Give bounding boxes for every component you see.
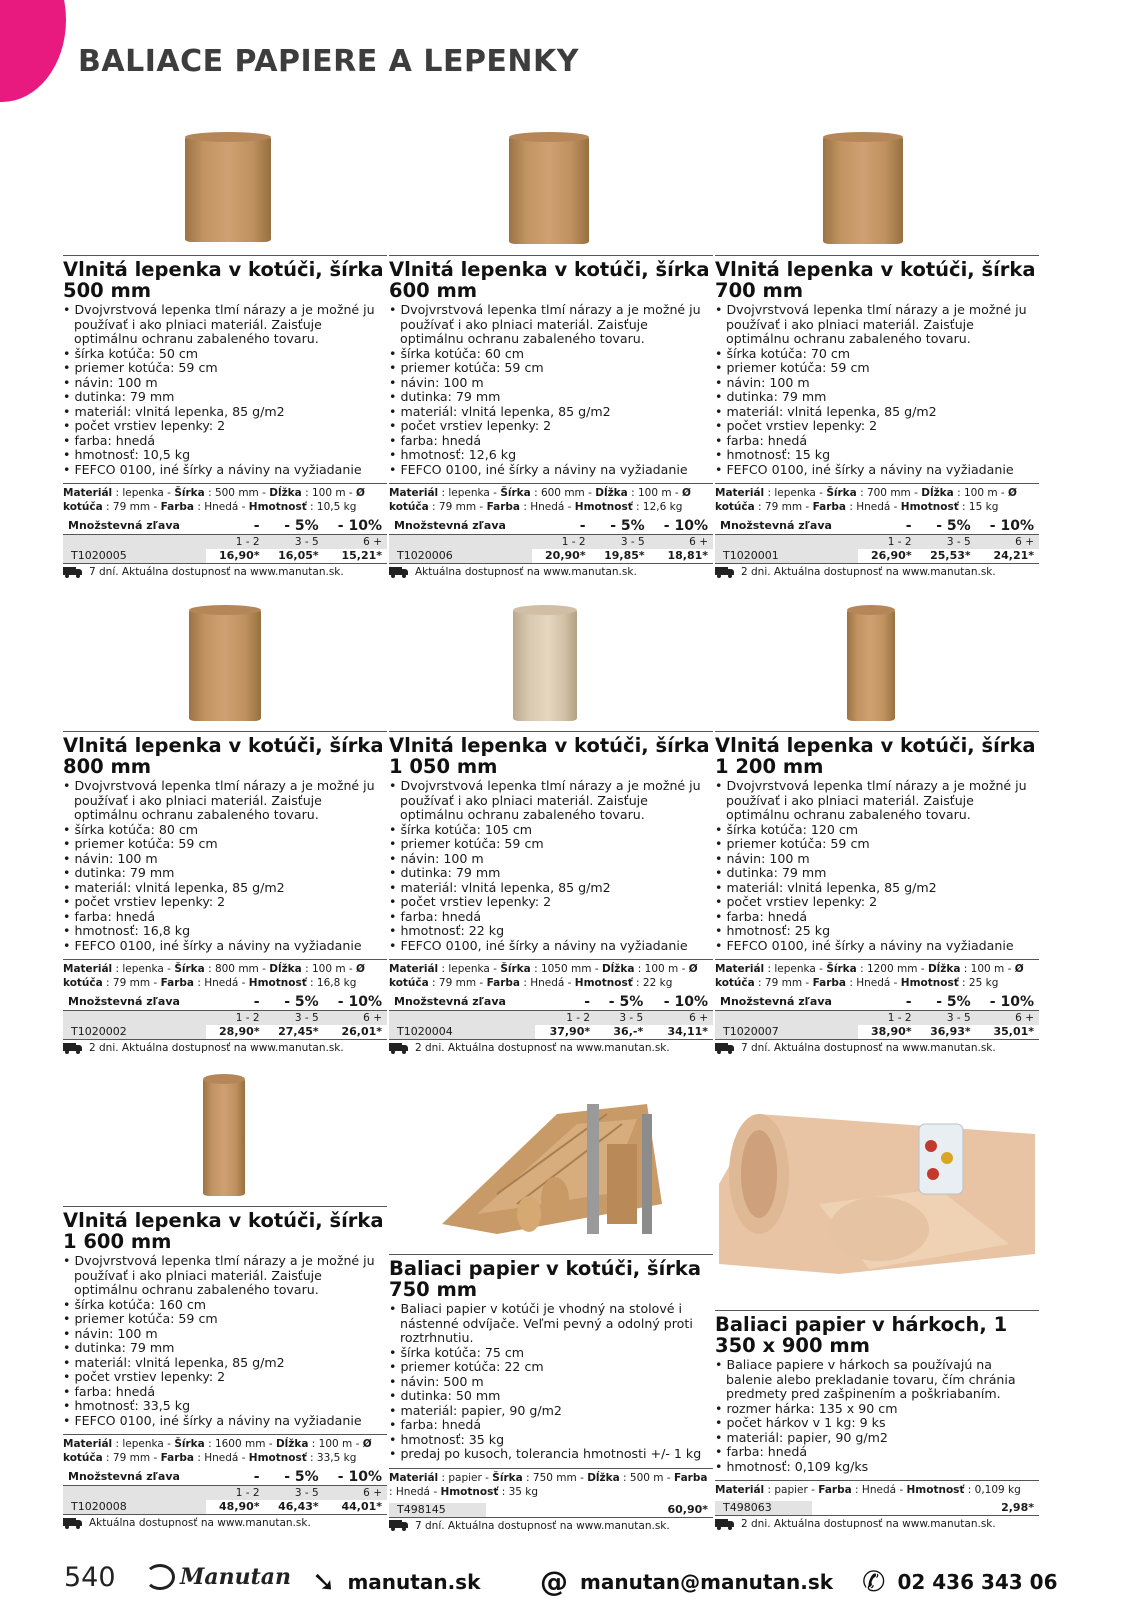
description-bullet: • hmotnosť: 16,8 kg	[63, 924, 387, 939]
truck-icon	[715, 567, 735, 578]
description-bullet: • šírka kotúča: 60 cm	[389, 347, 713, 362]
description-bullet: • počet vrstiev lepenky: 2	[63, 1370, 387, 1385]
description-bullet: • materiál: papier, 90 g/m2	[715, 1431, 1039, 1446]
product-title: Vlnitá lepenka v kotúči, šírka 600 mm	[389, 258, 710, 302]
availability: Aktuálna dostupnosť na www.manutan.sk.	[389, 566, 713, 578]
description-bullet: • materiál: vlnitá lepenka, 85 g/m2	[389, 405, 713, 420]
pink-corner-decoration	[0, 0, 66, 102]
description-bullet: • hmotnosť: 35 kg	[389, 1433, 713, 1448]
cursor-icon: ➘	[312, 1565, 336, 1598]
discount-label: Množstevná zľava	[715, 994, 858, 1011]
product-image	[389, 132, 713, 247]
description-bullet: • materiál: vlnitá lepenka, 85 g/m2	[63, 405, 387, 420]
paper-sheets-photo	[719, 1094, 1035, 1274]
description-bullet: • dutinka: 79 mm	[63, 390, 387, 405]
description-bullet: • hmotnosť: 0,109 kg/ks	[715, 1460, 1039, 1475]
truck-icon	[715, 1519, 735, 1530]
description-bullet: • materiál: vlnitá lepenka, 85 g/m2	[63, 1356, 387, 1371]
product-description	[63, 1254, 387, 1428]
description-bullet: • návin: 100 m	[389, 376, 713, 391]
cardboard-roll-image	[203, 1078, 245, 1196]
description-bullet: • FEFCO 0100, iné šírky a náviny na vyžiadanie	[63, 1414, 387, 1429]
price-1-2: 48,90*	[206, 1500, 265, 1515]
description-bullet: • počet vrstiev lepenky: 2	[63, 895, 387, 910]
description-bullet: • materiál: vlnitá lepenka, 85 g/m2	[389, 881, 713, 896]
price-1-2: 28,90*	[206, 1025, 265, 1040]
product-code[interactable]: T1020008	[63, 1500, 206, 1515]
description-bullet: • dutinka: 79 mm	[63, 866, 387, 881]
price: 2,98*	[812, 1501, 1039, 1516]
product-spec: Materiál : lepenka - Šírka : 800 mm - Dĺžka : 100 m - Ø kotúča : 79 mm - Farba : Hnedá - Hmotnosť : 16,8 kg	[63, 959, 387, 990]
description-bullet: • FEFCO 0100, iné šírky a náviny na vyžiadanie	[63, 463, 387, 478]
cardboard-roll-image	[509, 136, 589, 244]
price-table: Množstevná zľava - - 5% - 10% 1 - 2 3 - 5 6 + T1020008 48,90* 46,43* 44,01*	[63, 1469, 387, 1515]
product-card	[389, 132, 713, 578]
description-bullet: • FEFCO 0100, iné šírky a náviny na vyžiadanie	[389, 463, 713, 478]
paper-rolls-photo	[437, 1074, 667, 1240]
product-description	[715, 779, 1039, 953]
product-title: Vlnitá lepenka v kotúči, šírka 800 mm	[63, 734, 384, 778]
price-3-5: 27,45*	[265, 1025, 324, 1040]
description-bullet: • návin: 500 m	[389, 1375, 713, 1390]
description-bullet: • návin: 100 m	[63, 852, 387, 867]
description-bullet: • FEFCO 0100, iné šírky a náviny na vyžiadanie	[715, 939, 1039, 954]
availability: 2 dni. Aktuálna dostupnosť na www.manutan.sk.	[715, 1518, 1039, 1530]
product-spec: Materiál : papier - Šírka : 750 mm - Dĺžka : 500 m - Farba : Hnedá - Hmotnosť : 35 kg	[389, 1468, 713, 1499]
description-bullet: • Dvojvrstvová lepenka tlmí nárazy a je možné ju používať i ako plniaci materiál. Zaisťuje optimálnu ochranu zabaleného tovaru.	[715, 779, 1039, 823]
description-bullet: • priemer kotúča: 59 cm	[715, 361, 1039, 376]
description-bullet: • počet vrstiev lepenky: 2	[63, 419, 387, 434]
product-code[interactable]: T1020002	[63, 1025, 206, 1040]
description-bullet: • šírka kotúča: 105 cm	[389, 823, 713, 838]
discount-label: Množstevná zľava	[715, 518, 858, 535]
product-image	[63, 132, 387, 247]
description-bullet: • materiál: vlnitá lepenka, 85 g/m2	[63, 881, 387, 896]
availability: 2 dni. Aktuálna dostupnosť na www.manutan.sk.	[389, 1042, 713, 1054]
product-spec: Materiál : lepenka - Šírka : 600 mm - Dĺžka : 100 m - Ø kotúča : 79 mm - Farba : Hnedá - Hmotnosť : 12,6 kg	[389, 483, 713, 514]
product-spec: Materiál : lepenka - Šírka : 700 mm - Dĺžka : 100 m - Ø kotúča : 79 mm - Farba : Hnedá - Hmotnosť : 15 kg	[715, 483, 1039, 514]
description-bullet: • FEFCO 0100, iné šírky a náviny na vyžiadanie	[63, 939, 387, 954]
product-spec: Materiál : lepenka - Šírka : 1200 mm - Dĺžka : 100 m - Ø kotúča : 79 mm - Farba : Hnedá - Hmotnosť : 25 kg	[715, 959, 1039, 990]
phone-icon: ✆	[862, 1565, 886, 1598]
product-description	[389, 779, 713, 953]
description-bullet: • dutinka: 79 mm	[715, 390, 1039, 405]
product-title: Vlnitá lepenka v kotúči, šírka 1 600 mm	[63, 1209, 384, 1253]
phone-link[interactable]: ✆ 02 436 343 06	[862, 1565, 1058, 1598]
product-image	[715, 605, 1039, 723]
product-card	[389, 605, 713, 1054]
product-code[interactable]: T1020007	[715, 1025, 858, 1040]
description-bullet: • návin: 100 m	[63, 1327, 387, 1342]
price-3-5: 36,93*	[917, 1025, 976, 1040]
price: 60,90*	[486, 1503, 713, 1518]
price-table: Množstevná zľava - - 5% - 10% 1 - 2 3 - 5 6 + T1020002 28,90* 27,45* 26,01*	[63, 994, 387, 1040]
price-table	[715, 1501, 1039, 1516]
product-image	[63, 1074, 387, 1198]
availability: 2 dni. Aktuálna dostupnosť na www.manutan.sk.	[715, 566, 1039, 578]
description-bullet: • návin: 100 m	[715, 376, 1039, 391]
availability: 2 dni. Aktuálna dostupnosť na www.manutan.sk.	[63, 1042, 387, 1054]
description-bullet: • farba: hnedá	[715, 910, 1039, 925]
product-description	[389, 1302, 713, 1462]
product-code[interactable]: T498063	[715, 1501, 812, 1516]
description-bullet: • návin: 100 m	[63, 376, 387, 391]
product-description	[715, 303, 1039, 477]
description-bullet: • dutinka: 79 mm	[715, 866, 1039, 881]
price-3-5: 25,53*	[917, 549, 976, 564]
description-bullet: • Baliaci papier v kotúči je vhodný na stolové i nástenné odvíjače. Veľmi pevný a odolný proti roztrhnutiu.	[389, 1302, 713, 1346]
discount-label: Množstevná zľava	[389, 994, 535, 1011]
description-bullet: • šírka kotúča: 80 cm	[63, 823, 387, 838]
discount-label: Množstevná zľava	[63, 994, 206, 1011]
description-bullet: • materiál: vlnitá lepenka, 85 g/m2	[715, 405, 1039, 420]
price-3-5: 36,-*	[595, 1025, 648, 1040]
description-bullet: • počet hárkov v 1 kg: 9 ks	[715, 1416, 1039, 1431]
availability: 7 dní. Aktuálna dostupnosť na www.manutan.sk.	[63, 566, 387, 578]
product-image	[389, 605, 713, 723]
product-code[interactable]: T498145	[389, 1503, 486, 1518]
product-code[interactable]: T1020001	[715, 549, 858, 564]
description-bullet: • Dvojvrstvová lepenka tlmí nárazy a je možné ju používať i ako plniaci materiál. Zaisťuje optimálnu ochranu zabaleného tovaru.	[389, 303, 713, 347]
description-bullet: • dutinka: 79 mm	[389, 390, 713, 405]
description-bullet: • šírka kotúča: 120 cm	[715, 823, 1039, 838]
price-1-2: 16,90*	[206, 549, 265, 564]
description-bullet: • Dvojvrstvová lepenka tlmí nárazy a je možné ju používať i ako plniaci materiál. Zaisťuje optimálnu ochranu zabaleného tovaru.	[715, 303, 1039, 347]
discount-label: Množstevná zľava	[389, 518, 532, 535]
description-bullet: • farba: hnedá	[715, 434, 1039, 449]
page-footer	[0, 1560, 1139, 1600]
price-table	[389, 1503, 713, 1518]
truck-icon	[389, 567, 409, 578]
at-icon: @	[540, 1565, 568, 1598]
product-description	[63, 303, 387, 477]
product-description	[389, 303, 713, 477]
description-bullet: • dutinka: 79 mm	[389, 866, 713, 881]
email-link[interactable]: @ manutan@manutan.sk	[540, 1565, 834, 1598]
price-6-plus: 34,11*	[648, 1025, 713, 1040]
description-bullet: • Dvojvrstvová lepenka tlmí nárazy a je možné ju používať i ako plniaci materiál. Zaisťuje optimálnu ochranu zabaleného tovaru.	[63, 779, 387, 823]
description-bullet: • rozmer hárka: 135 x 90 cm	[715, 1402, 1039, 1417]
description-bullet: • počet vrstiev lepenky: 2	[389, 895, 713, 910]
price-1-2: 20,90*	[532, 549, 591, 564]
product-card	[715, 605, 1039, 1054]
price-6-plus: 15,21*	[324, 549, 387, 564]
cardboard-roll-image	[185, 136, 271, 242]
description-bullet: • hmotnosť: 33,5 kg	[63, 1399, 387, 1414]
product-title: Baliaci papier v hárkoch, 1 350 x 900 mm	[715, 1313, 1008, 1357]
description-bullet: • priemer kotúča: 59 cm	[715, 837, 1039, 852]
product-card	[389, 1074, 713, 1532]
description-bullet: • FEFCO 0100, iné šírky a náviny na vyžiadanie	[715, 463, 1039, 478]
description-bullet: • hmotnosť: 15 kg	[715, 448, 1039, 463]
cardboard-roll-image	[823, 136, 903, 244]
product-image	[715, 132, 1039, 247]
description-bullet: • farba: hnedá	[63, 1385, 387, 1400]
product-card	[63, 605, 387, 1054]
price-table: Množstevná zľava - - 5% - 10% 1 - 2 3 - 5 6 + T1020005 16,90* 16,05* 15,21*	[63, 518, 387, 564]
product-code[interactable]: T1020006	[389, 549, 532, 564]
description-bullet: • farba: hnedá	[389, 910, 713, 925]
description-bullet: • hmotnosť: 25 kg	[715, 924, 1039, 939]
page-title: BALIACE PAPIERE A LEPENKY	[78, 44, 579, 79]
product-code[interactable]: T1020005	[63, 549, 206, 564]
description-bullet: • dutinka: 79 mm	[63, 1341, 387, 1356]
description-bullet: • priemer kotúča: 59 cm	[63, 361, 387, 376]
description-bullet: • farba: hnedá	[63, 434, 387, 449]
description-bullet: • hmotnosť: 22 kg	[389, 924, 713, 939]
price-table: Množstevná zľava - - 5% - 10% 1 - 2 3 - 5 6 + T1020004 37,90* 36,-* 34,11*	[389, 994, 713, 1040]
price-6-plus: 26,01*	[324, 1025, 387, 1040]
description-bullet: • materiál: papier, 90 g/m2	[389, 1404, 713, 1419]
description-bullet: • šírka kotúča: 50 cm	[63, 347, 387, 362]
product-spec: Materiál : lepenka - Šírka : 1600 mm - Dĺžka : 100 m - Ø kotúča : 79 mm - Farba : Hnedá - Hmotnosť : 33,5 kg	[63, 1434, 387, 1465]
truck-icon	[389, 1043, 409, 1054]
price-3-5: 16,05*	[265, 549, 324, 564]
product-description	[63, 779, 387, 953]
description-bullet: • hmotnosť: 10,5 kg	[63, 448, 387, 463]
price-1-2: 38,90*	[858, 1025, 917, 1040]
product-card	[715, 1074, 1039, 1530]
product-card	[715, 132, 1039, 578]
truck-icon	[63, 567, 83, 578]
truck-icon	[715, 1043, 735, 1054]
description-bullet: • Baliace papiere v hárkoch sa používajú na balenie alebo prekladanie tovaru, čím chránia predmety pred zašpinením a poškriabaním.	[715, 1358, 1039, 1402]
description-bullet: • návin: 100 m	[389, 852, 713, 867]
product-description	[715, 1358, 1039, 1474]
product-title: Vlnitá lepenka v kotúči, šírka 500 mm	[63, 258, 384, 302]
logo-mark-icon	[145, 1564, 175, 1590]
description-bullet: • počet vrstiev lepenky: 2	[715, 895, 1039, 910]
product-spec: Materiál : papier - Farba : Hnedá - Hmotnosť : 0,109 kg	[715, 1480, 1039, 1497]
product-title: Vlnitá lepenka v kotúči, šírka 700 mm	[715, 258, 1036, 302]
price-3-5: 46,43*	[265, 1500, 324, 1515]
price-1-2: 26,90*	[858, 549, 917, 564]
price-table: Množstevná zľava - - 5% - 10% 1 - 2 3 - 5 6 + T1020007 38,90* 36,93* 35,01*	[715, 994, 1039, 1040]
cardboard-roll-image	[847, 609, 895, 721]
price-1-2: 37,90*	[535, 1025, 595, 1040]
description-bullet: • Dvojvrstvová lepenka tlmí nárazy a je možné ju používať i ako plniaci materiál. Zaisťuje optimálnu ochranu zabaleného tovaru.	[63, 1254, 387, 1298]
description-bullet: • počet vrstiev lepenky: 2	[715, 419, 1039, 434]
price-table: Množstevná zľava - - 5% - 10% 1 - 2 3 - 5 6 + T1020006 20,90* 19,85* 18,81*	[389, 518, 713, 564]
description-bullet: • farba: hnedá	[715, 1445, 1039, 1460]
truck-icon	[389, 1520, 409, 1531]
product-image	[715, 1074, 1039, 1302]
price-6-plus: 24,21*	[976, 549, 1039, 564]
website-link[interactable]: ➘ manutan.sk	[312, 1565, 481, 1598]
price-3-5: 19,85*	[591, 549, 650, 564]
description-bullet: • hmotnosť: 12,6 kg	[389, 448, 713, 463]
page-number: 540	[64, 1562, 116, 1593]
product-image	[63, 605, 387, 723]
price-6-plus: 35,01*	[976, 1025, 1039, 1040]
description-bullet: • šírka kotúča: 75 cm	[389, 1346, 713, 1361]
product-title: Baliaci papier v kotúči, šírka 750 mm	[389, 1257, 701, 1301]
truck-icon	[63, 1043, 83, 1054]
cardboard-roll-image	[513, 609, 577, 721]
product-code[interactable]: T1020004	[389, 1025, 535, 1040]
product-card	[63, 132, 387, 578]
product-image	[389, 1074, 713, 1246]
description-bullet: • priemer kotúča: 22 cm	[389, 1360, 713, 1375]
description-bullet: • farba: hnedá	[389, 434, 713, 449]
price-6-plus: 44,01*	[324, 1500, 387, 1515]
description-bullet: • dutinka: 50 mm	[389, 1389, 713, 1404]
product-spec: Materiál : lepenka - Šírka : 500 mm - Dĺžka : 100 m - Ø kotúča : 79 mm - Farba : Hnedá - Hmotnosť : 10,5 kg	[63, 483, 387, 514]
truck-icon	[63, 1518, 83, 1529]
description-bullet: • Dvojvrstvová lepenka tlmí nárazy a je možné ju používať i ako plniaci materiál. Zaisťuje optimálnu ochranu zabaleného tovaru.	[63, 303, 387, 347]
product-spec: Materiál : lepenka - Šírka : 1050 mm - Dĺžka : 100 m - Ø kotúča : 79 mm - Farba : Hnedá - Hmotnosť : 22 kg	[389, 959, 713, 990]
description-bullet: • materiál: vlnitá lepenka, 85 g/m2	[715, 881, 1039, 896]
cardboard-roll-image	[189, 609, 261, 721]
availability: Aktuálna dostupnosť na www.manutan.sk.	[63, 1517, 387, 1529]
price-6-plus: 18,81*	[650, 549, 713, 564]
manutan-logo: Manutan	[145, 1564, 291, 1590]
description-bullet: • farba: hnedá	[63, 910, 387, 925]
product-card	[63, 1074, 387, 1529]
description-bullet: • priemer kotúča: 59 cm	[63, 1312, 387, 1327]
description-bullet: • šírka kotúča: 70 cm	[715, 347, 1039, 362]
description-bullet: • priemer kotúča: 59 cm	[389, 837, 713, 852]
availability: 7 dní. Aktuálna dostupnosť na www.manutan.sk.	[389, 1520, 713, 1532]
discount-label: Množstevná zľava	[63, 518, 206, 535]
description-bullet: • počet vrstiev lepenky: 2	[389, 419, 713, 434]
price-table: Množstevná zľava - - 5% - 10% 1 - 2 3 - 5 6 + T1020001 26,90* 25,53* 24,21*	[715, 518, 1039, 564]
description-bullet: • farba: hnedá	[389, 1418, 713, 1433]
description-bullet: • FEFCO 0100, iné šírky a náviny na vyžiadanie	[389, 939, 713, 954]
description-bullet: • predaj po kusoch, tolerancia hmotnosti +/- 1 kg	[389, 1447, 713, 1462]
description-bullet: • návin: 100 m	[715, 852, 1039, 867]
description-bullet: • šírka kotúča: 160 cm	[63, 1298, 387, 1313]
product-title: Vlnitá lepenka v kotúči, šírka 1 050 mm	[389, 734, 710, 778]
availability: 7 dní. Aktuálna dostupnosť na www.manutan.sk.	[715, 1042, 1039, 1054]
description-bullet: • Dvojvrstvová lepenka tlmí nárazy a je možné ju používať i ako plniaci materiál. Zaisťuje optimálnu ochranu zabaleného tovaru.	[389, 779, 713, 823]
description-bullet: • priemer kotúča: 59 cm	[63, 837, 387, 852]
product-title: Vlnitá lepenka v kotúči, šírka 1 200 mm	[715, 734, 1036, 778]
discount-label: Množstevná zľava	[63, 1469, 206, 1486]
description-bullet: • priemer kotúča: 59 cm	[389, 361, 713, 376]
